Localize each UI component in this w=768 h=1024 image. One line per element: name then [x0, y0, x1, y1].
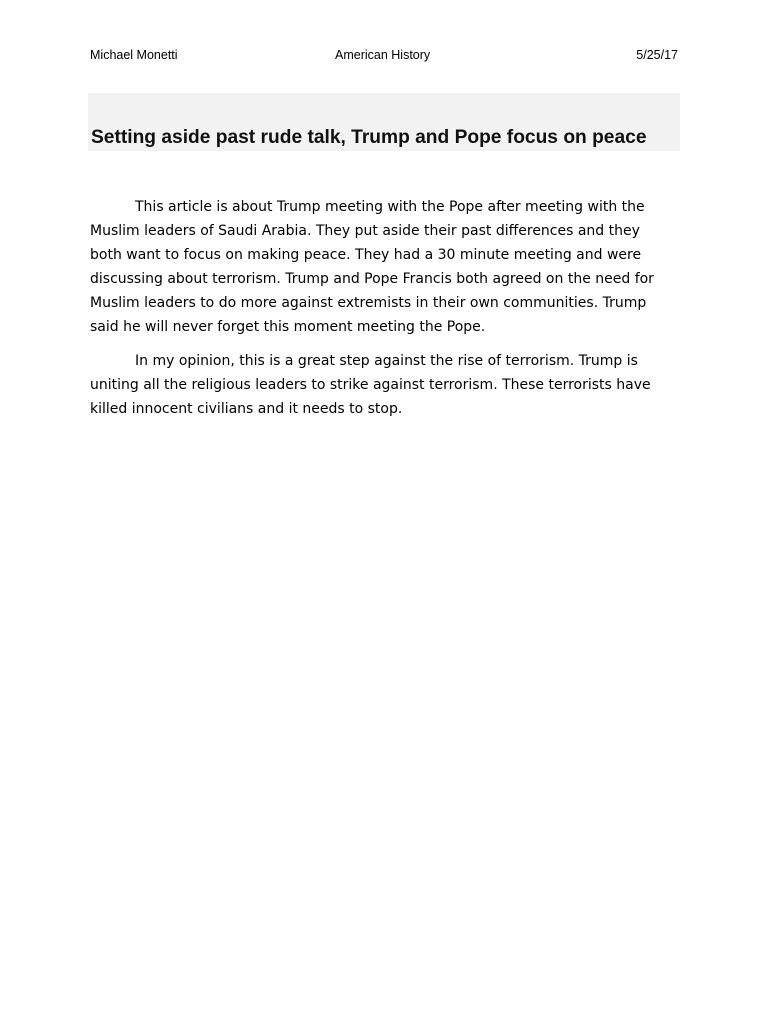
- paragraph-line: Muslim leaders to do more against extremists in their own communities. Trump: [90, 295, 647, 311]
- title-band: [88, 93, 680, 151]
- paragraph-line: said he will never forget this moment meeting the Pope.: [90, 319, 486, 335]
- course-name: American History: [335, 48, 431, 62]
- article-body: [90, 195, 670, 421]
- paragraph-line: In my opinion, this is a great step against the rise of terrorism. Trump is: [135, 353, 638, 369]
- paragraph-line: discussing about terrorism. Trump and Pope Francis both agreed on the need for: [90, 271, 654, 287]
- document-date: 5/25/17: [636, 48, 678, 62]
- paragraph-line: uniting all the religious leaders to strike against terrorism. These terrorists have: [90, 377, 651, 393]
- opinion-paragraph: [90, 349, 670, 421]
- paragraph-line: both want to focus on making peace. They had a 30 minute meeting and were: [90, 247, 642, 263]
- article-title: Setting aside past rude talk, Trump and Pope focus on peace: [91, 127, 647, 148]
- paragraph-line: This article is about Trump meeting with the Pope after meeting with the: [135, 199, 645, 215]
- summary-paragraph: [90, 195, 670, 339]
- author-name: Michael Monetti: [90, 48, 178, 62]
- paragraph-line: Muslim leaders of Saudi Arabia. They put aside their past differences and they: [90, 223, 640, 239]
- page-header: [90, 46, 680, 64]
- paragraph-line: killed innocent civilians and it needs to stop.: [90, 401, 403, 417]
